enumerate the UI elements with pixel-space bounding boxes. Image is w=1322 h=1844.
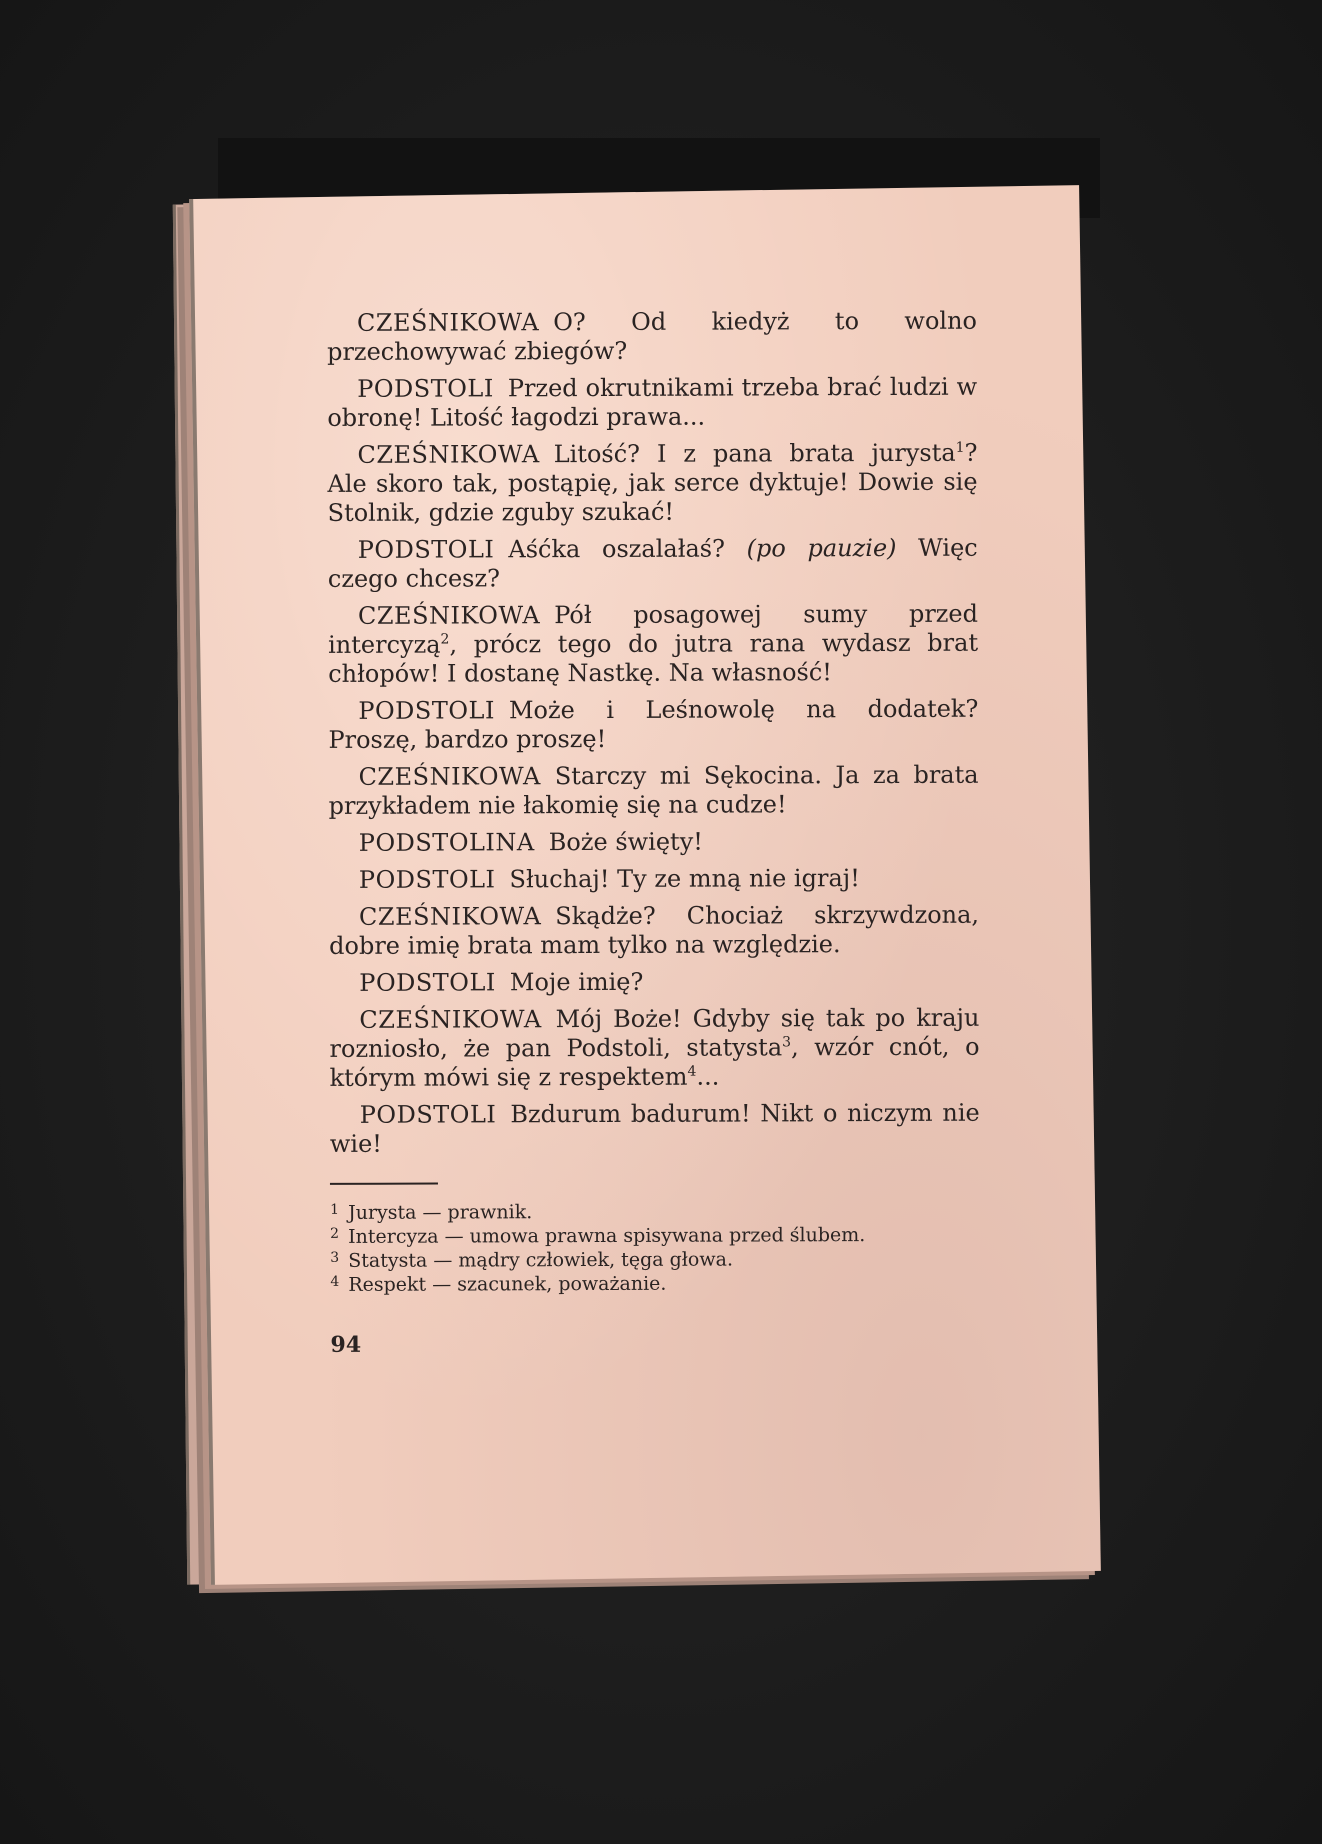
dialogue-text: Więc czego chcesz? [327,533,978,593]
speaker-name: CZEŚNIKOWA [356,308,540,337]
dialogue-entry [327,307,977,367]
footnote-text: Respekt — szacunek, poważanie. [348,1272,667,1296]
dialogue-text: Bzdurum badurum! Nikt o niczym nie wie! [329,1098,980,1158]
dialogue-text: O? Od kiedyż to wolno przechowywać zbiegów? [327,306,978,366]
dialogue-entry [328,695,978,755]
dialogue-text: , wzór cnót, o którym mówi się z respektem [329,1032,980,1092]
dialogue-entry [329,967,979,998]
book-page [189,185,1101,1585]
speaker-name: PODSTOLINA [358,828,535,857]
dialogue-entry [328,600,978,689]
dialogue-entry [328,761,978,821]
footnote-number: 1 [330,1201,340,1218]
dialogue-text: Starczy mi Sękocina. Ja za brata przykładem nie łakomię się na cudze! [328,760,979,820]
footnote-item [330,1199,980,1225]
dialogue-text: ... [696,1062,720,1091]
page-text [327,307,981,1360]
dialogue-text: , prócz tego do jutra rana wydasz brat chłopów! I dostanę Nastkę. Na własność! [328,628,979,688]
footnote-number: 3 [330,1249,340,1266]
footnote-marker: 2 [440,631,450,648]
footnote-divider [330,1183,438,1185]
dialogue-entry [330,1099,980,1159]
footnote-number: 2 [330,1225,340,1242]
dialogue-text: ? Ale skoro tak, postąpię, jak serce dyktuje! Dowie się Stolnik, gdzie zguby szukać! [327,438,978,527]
footnotes [330,1199,980,1297]
dialogue-text: Słuchaj! Ty ze mną nie igraj! [509,864,860,894]
dialogue-entry [327,439,977,528]
dialogue-entry [329,901,979,961]
footnote-marker: 3 [782,1034,792,1051]
speaker-name: CZEŚNIKOWA [359,1005,542,1034]
footnote-text: Intercyza — umowa prawna spisywana przed ślubem. [348,1224,866,1248]
speaker-name: PODSTOLI [357,535,495,564]
dialogue-text: Może i Leśnowolę na dodatek? Proszę, bardzo proszę! [328,694,979,754]
speaker-name: PODSTOLI [359,968,496,997]
dialogue-entry [327,373,977,433]
footnote-marker: 4 [687,1063,697,1080]
speaker-name: PODSTOLI [358,696,495,725]
dialogue-text: Skądże? Chociaż skrzywdzona, dobre imię brata mam tylko na względzie. [329,900,980,960]
dialogue-text: Aśćka oszalałaś? [508,534,726,564]
footnote-item [330,1271,980,1297]
dialogue-entry [329,1004,979,1093]
speaker-name: CZEŚNIKOWA [357,601,541,630]
dialogue-text: Pół posagowej sumy przed intercyzą [328,599,979,659]
speaker-name: CZEŚNIKOWA [358,762,541,791]
speaker-name: PODSTOLI [358,865,496,894]
dialogue-text: Boże święty! [548,827,703,857]
dialogue-entry [328,534,978,594]
dialogue-text: Litość? I z pana brata jurysta [553,438,956,469]
speaker-name: CZEŚNIKOWA [357,440,540,469]
page-number: 94 [330,1331,362,1358]
footnote-text: Statysta — mądry człowiek, tęga głowa. [348,1248,734,1272]
stage-direction: (po pauzie) [746,533,897,563]
footnote-number: 4 [330,1273,340,1290]
dialogue-text: Moje imię? [509,967,644,997]
speaker-name: PODSTOLI [357,374,494,403]
footnote-item [330,1223,980,1249]
dialogue-text: Mój Boże! Gdyby się tak po kraju rozniosło, że pan Podstoli, statysta [329,1003,980,1063]
speaker-name: PODSTOLI [359,1100,497,1129]
speaker-name: CZEŚNIKOWA [358,902,542,931]
dialogue-text: Przed okrutnikami trzeba brać ludzi w obronę! Litość łagodzi prawa... [327,372,978,432]
footnote-text: Jurysta — prawnik. [348,1201,533,1224]
dialogue-entry [329,827,979,858]
footnote-item [330,1247,980,1273]
dialogue-entry [329,864,979,895]
footnote-marker: 1 [955,439,965,456]
